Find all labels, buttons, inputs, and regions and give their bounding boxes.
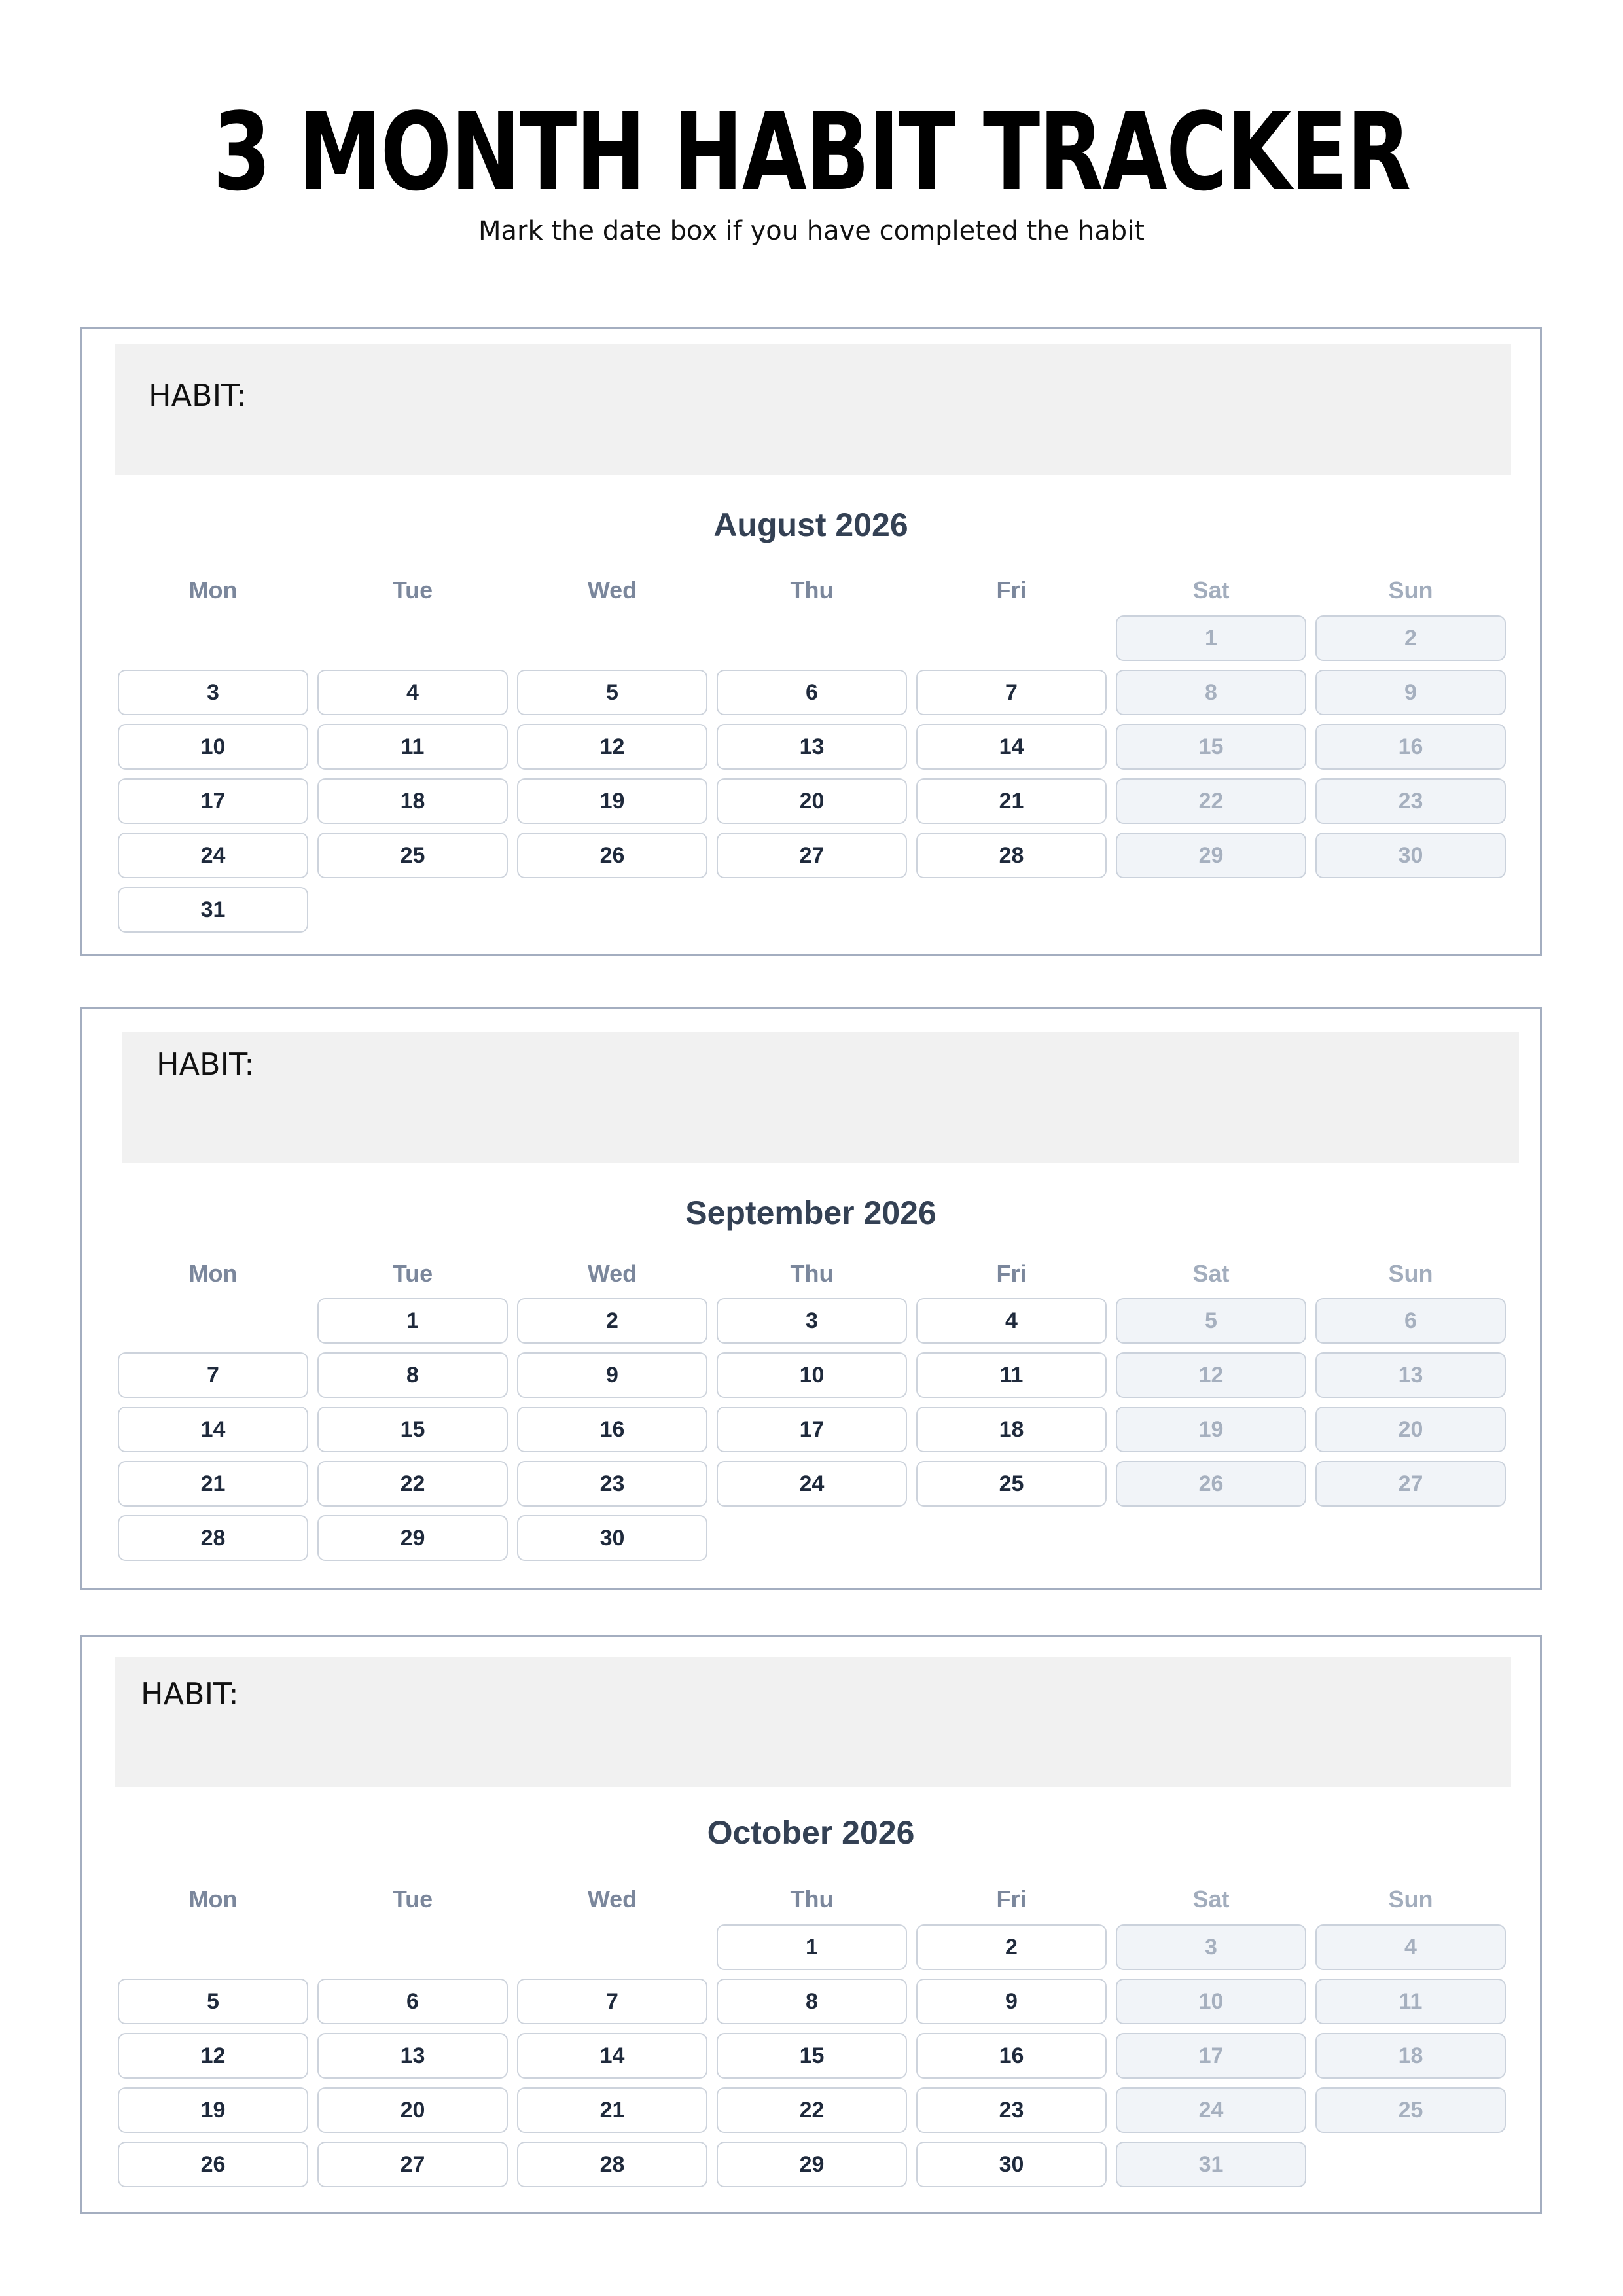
date-box[interactable]: 5 [517,670,707,715]
date-box[interactable]: 9 [517,1352,707,1398]
date-box[interactable]: 29 [717,2142,907,2187]
date-box[interactable]: 11 [916,1352,1107,1398]
weekday-header: Sun [1388,1260,1433,1287]
month-title: August 2026 [713,507,908,543]
date-box[interactable]: 18 [916,1407,1107,1452]
date-box[interactable]: 28 [916,833,1107,878]
weekday-header: Wed [587,1260,637,1287]
date-box[interactable]: 14 [118,1407,308,1452]
weekday-header: Thu [790,1886,834,1912]
weekday-header: Tue [392,1260,433,1287]
date-box[interactable]: 1 [717,1924,907,1970]
date-box[interactable]: 19 [118,2087,308,2133]
weekday-header: Sat [1192,577,1230,603]
weekday-header: Mon [188,1886,238,1912]
date-box[interactable]: 31 [1116,2142,1306,2187]
date-box[interactable]: 6 [317,1979,508,2024]
date-box[interactable]: 23 [916,2087,1107,2133]
date-box[interactable]: 8 [1116,670,1306,715]
weekday-header: Fri [996,1886,1027,1912]
date-box[interactable]: 9 [1315,670,1506,715]
month-title: October 2026 [707,1814,915,1851]
date-box[interactable]: 1 [317,1298,508,1344]
date-box[interactable]: 15 [717,2033,907,2079]
weekday-header: Thu [790,1260,834,1287]
date-box[interactable]: 24 [717,1461,907,1507]
date-box[interactable]: 4 [916,1298,1107,1344]
weekday-header: Sun [1388,1886,1433,1912]
date-box[interactable]: 20 [717,778,907,824]
date-box[interactable]: 14 [517,2033,707,2079]
date-box[interactable]: 17 [717,1407,907,1452]
date-box[interactable]: 27 [1315,1461,1506,1507]
date-box[interactable]: 27 [317,2142,508,2187]
date-box[interactable]: 17 [118,778,308,824]
month-title: September 2026 [685,1194,936,1231]
weekday-header: Tue [392,577,433,603]
page-subtitle: Mark the date box if you have completed the habit [478,216,1145,246]
date-box[interactable]: 3 [717,1298,907,1344]
date-box[interactable]: 6 [717,670,907,715]
date-box[interactable]: 23 [1315,778,1506,824]
page-title: 3 MONTH HABIT TRACKER [213,90,1410,215]
date-box[interactable]: 29 [317,1515,508,1561]
date-box[interactable]: 22 [1116,778,1306,824]
date-box[interactable]: 24 [1116,2087,1306,2133]
date-box[interactable]: 7 [916,670,1107,715]
date-box[interactable]: 21 [118,1461,308,1507]
habit-field[interactable] [115,344,1511,475]
weekday-header: Sat [1192,1260,1230,1287]
month-panel [80,327,1542,956]
date-box[interactable]: 27 [717,833,907,878]
date-box[interactable]: 21 [916,778,1107,824]
date-box[interactable]: 19 [517,778,707,824]
date-box[interactable]: 20 [1315,1407,1506,1452]
weekday-header: Sat [1192,1886,1230,1912]
date-box[interactable]: 7 [118,1352,308,1398]
date-box[interactable]: 12 [1116,1352,1306,1398]
date-box[interactable]: 7 [517,1979,707,2024]
date-box[interactable]: 3 [1116,1924,1306,1970]
date-box[interactable]: 12 [118,2033,308,2079]
date-box[interactable]: 30 [916,2142,1107,2187]
weekday-header: Fri [996,577,1027,603]
date-box[interactable]: 25 [317,833,508,878]
date-box[interactable]: 26 [1116,1461,1306,1507]
date-box[interactable]: 14 [916,724,1107,770]
date-box[interactable]: 4 [317,670,508,715]
weekday-header: Sun [1388,577,1433,603]
date-box[interactable]: 6 [1315,1298,1506,1344]
weekday-header: Mon [188,577,238,603]
date-box[interactable]: 31 [118,887,308,933]
date-box[interactable]: 15 [1116,724,1306,770]
date-box[interactable]: 13 [1315,1352,1506,1398]
date-box[interactable]: 9 [916,1979,1107,2024]
date-box[interactable]: 15 [317,1407,508,1452]
date-box[interactable]: 8 [717,1979,907,2024]
date-box[interactable]: 23 [517,1461,707,1507]
date-box[interactable]: 28 [517,2142,707,2187]
date-box[interactable]: 13 [317,2033,508,2079]
date-box[interactable]: 30 [1315,833,1506,878]
date-box[interactable]: 16 [916,2033,1107,2079]
weekday-header: Wed [587,1886,637,1912]
date-box[interactable]: 30 [517,1515,707,1561]
date-box[interactable]: 2 [1315,615,1506,661]
weekday-header: Wed [587,577,637,603]
date-box[interactable]: 11 [1315,1979,1506,2024]
date-box[interactable]: 5 [118,1979,308,2024]
weekday-header: Thu [790,577,834,603]
date-box[interactable]: 4 [1315,1924,1506,1970]
date-box[interactable]: 24 [118,833,308,878]
weekday-header: Tue [392,1886,433,1912]
date-box[interactable]: 16 [517,1407,707,1452]
date-box[interactable]: 3 [118,670,308,715]
date-box[interactable]: 26 [517,833,707,878]
habit-label: HABIT: [149,378,247,413]
date-box[interactable]: 22 [317,1461,508,1507]
date-box[interactable]: 1 [1116,615,1306,661]
date-box[interactable]: 11 [317,724,508,770]
date-box[interactable]: 13 [717,724,907,770]
date-box[interactable]: 26 [118,2142,308,2187]
habit-field[interactable] [115,1657,1511,1787]
weekday-header: Mon [188,1260,238,1287]
habit-field[interactable] [122,1032,1519,1163]
date-box[interactable]: 20 [317,2087,508,2133]
habit-label: HABIT: [156,1047,255,1082]
date-box[interactable]: 18 [1315,2033,1506,2079]
date-box[interactable]: 10 [118,724,308,770]
habit-label: HABIT: [141,1676,239,1712]
weekday-header: Fri [996,1260,1027,1287]
date-box[interactable]: 16 [1315,724,1506,770]
date-box[interactable]: 19 [1116,1407,1306,1452]
date-box[interactable]: 17 [1116,2033,1306,2079]
date-box[interactable]: 10 [1116,1979,1306,2024]
date-box[interactable]: 29 [1116,833,1306,878]
date-box[interactable]: 28 [118,1515,308,1561]
date-box[interactable]: 12 [517,724,707,770]
month-panel [80,1635,1542,2214]
date-box[interactable]: 5 [1116,1298,1306,1344]
date-box[interactable]: 22 [717,2087,907,2133]
date-box[interactable]: 8 [317,1352,508,1398]
date-box[interactable]: 18 [317,778,508,824]
date-box[interactable]: 2 [517,1298,707,1344]
month-panel [80,1007,1542,1590]
date-box[interactable]: 25 [1315,2087,1506,2133]
date-box[interactable]: 21 [517,2087,707,2133]
date-box[interactable]: 10 [717,1352,907,1398]
date-box[interactable]: 2 [916,1924,1107,1970]
date-box[interactable]: 25 [916,1461,1107,1507]
